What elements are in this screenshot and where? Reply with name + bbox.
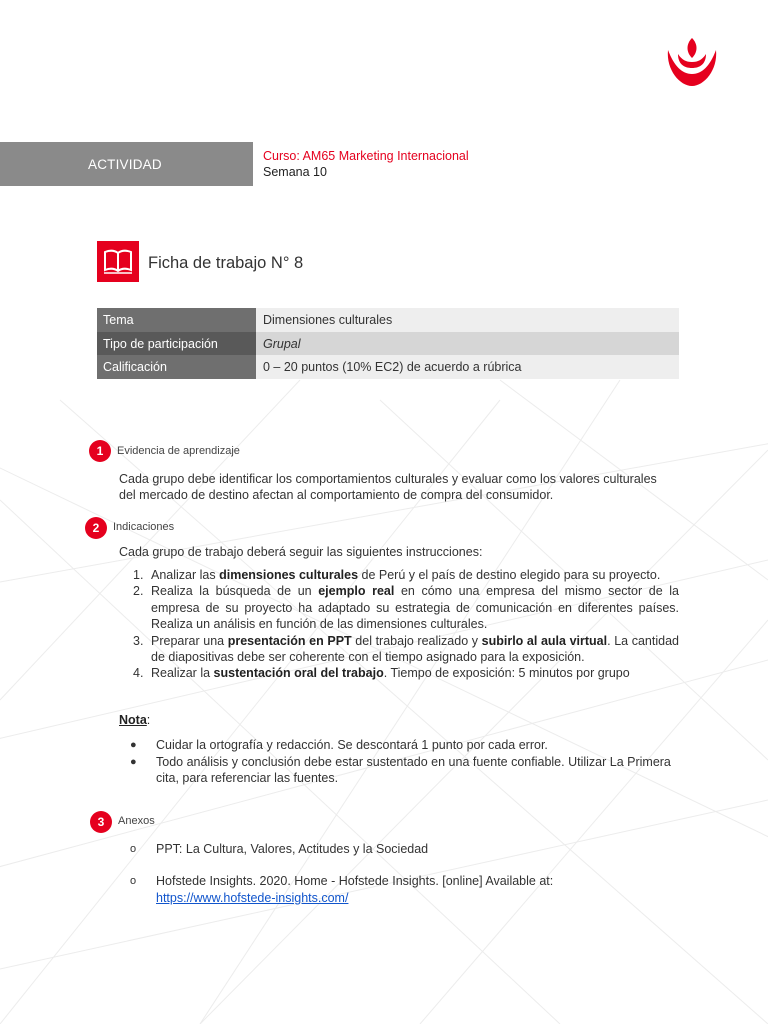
book-icon-box [97,241,139,282]
list-number: 3. [133,633,144,648]
upc-logo-icon [664,36,720,88]
list-item [133,583,679,632]
bullet-text: Todo análisis y conclusión debe estar sustentado en una fuente confiable. Utilizar La Primera cita, para referenciar las fuentes. [156,754,671,785]
section-title: Anexos [118,815,155,827]
info-value: Dimensiones culturales [256,308,679,332]
open-book-icon [103,248,133,275]
list-item [130,737,679,754]
annex-text: Hofstede Insights. 2020. Home - Hofstede Insights. [online] Available at: https://www.hofstede-insights.com/ [156,874,554,905]
bullet-circle-icon: o [130,875,137,887]
info-value: Grupal [256,332,679,356]
list-text: Realiza la búsqueda de un ejemplo real en cómo una empresa del mismo sector de la empresa de su proyecto ha adaptado su estrategia de comunicación en diferentes países. Realiza un análisis en función de las dimensiones culturales. [151,584,679,632]
list-text: Preparar una presentación en PPT del trabajo realizado y subirlo al aula virtual. La cantidad de diapositivas debe ser coherente con el tiempo asignado para la exposición. [151,633,679,665]
bullet-dot-icon: ● [130,755,137,768]
instructions-intro: Cada grupo de trabajo deberá seguir las siguientes instrucciones: [119,545,483,559]
evidence-line-2: del mercado de destino afectan al comportamiento de compra del consumidor. [119,488,554,502]
evidence-line-1: Cada grupo debe identificar los comportamientos culturales y evaluar como los valores culturales [119,472,657,486]
info-key: Tema [97,308,256,332]
list-text: Realizar la sustentación oral del trabajo. Tiempo de exposición: 5 minutos por grupo [151,666,630,681]
note-heading: Nota: [119,713,151,727]
list-number: 2. [133,584,144,599]
week-label: Semana 10 [263,165,327,179]
annex-text: PPT: La Cultura, Valores, Actitudes y la Sociedad [156,842,429,856]
list-item [133,665,679,681]
instructions-list [133,567,679,682]
table-row [97,308,679,332]
list-text: Analizar las dimensiones culturales de Perú y el país de destino elegido para su proyecto. [151,568,661,582]
section-number-badge: 1 [89,440,111,462]
document-title: Ficha de trabajo N° 8 [148,254,304,272]
info-table [97,308,679,379]
bullet-text: Cuidar la ortografía y redacción. Se descontará 1 punto por cada error. [156,738,548,752]
bullet-dot-icon: ● [130,739,137,751]
list-item [130,873,679,906]
info-key: Calificación [97,355,256,379]
section-title: Evidencia de aprendizaje [117,445,240,457]
info-key: Tipo de participación [97,332,256,356]
note-bullets [130,737,679,787]
list-number: 4. [133,666,144,681]
list-item [133,633,679,666]
list-item [130,841,679,858]
info-value: 0 – 20 puntos (10% EC2) de acuerdo a rúbrica [256,355,679,379]
list-item [130,754,679,787]
list-item [133,567,679,583]
table-row [97,332,679,356]
section-number-badge: 2 [85,517,107,539]
table-row [97,355,679,379]
course-name: Curso: AM65 Marketing Internacional [263,149,469,163]
hofstede-link[interactable]: https://www.hofstede-insights.com/ [156,890,349,905]
activity-label: ACTIVIDAD [88,157,162,172]
bullet-circle-icon: o [130,843,137,855]
list-number: 1. [133,568,144,582]
section-number-badge: 3 [90,811,112,833]
section-title: Indicaciones [113,521,175,533]
